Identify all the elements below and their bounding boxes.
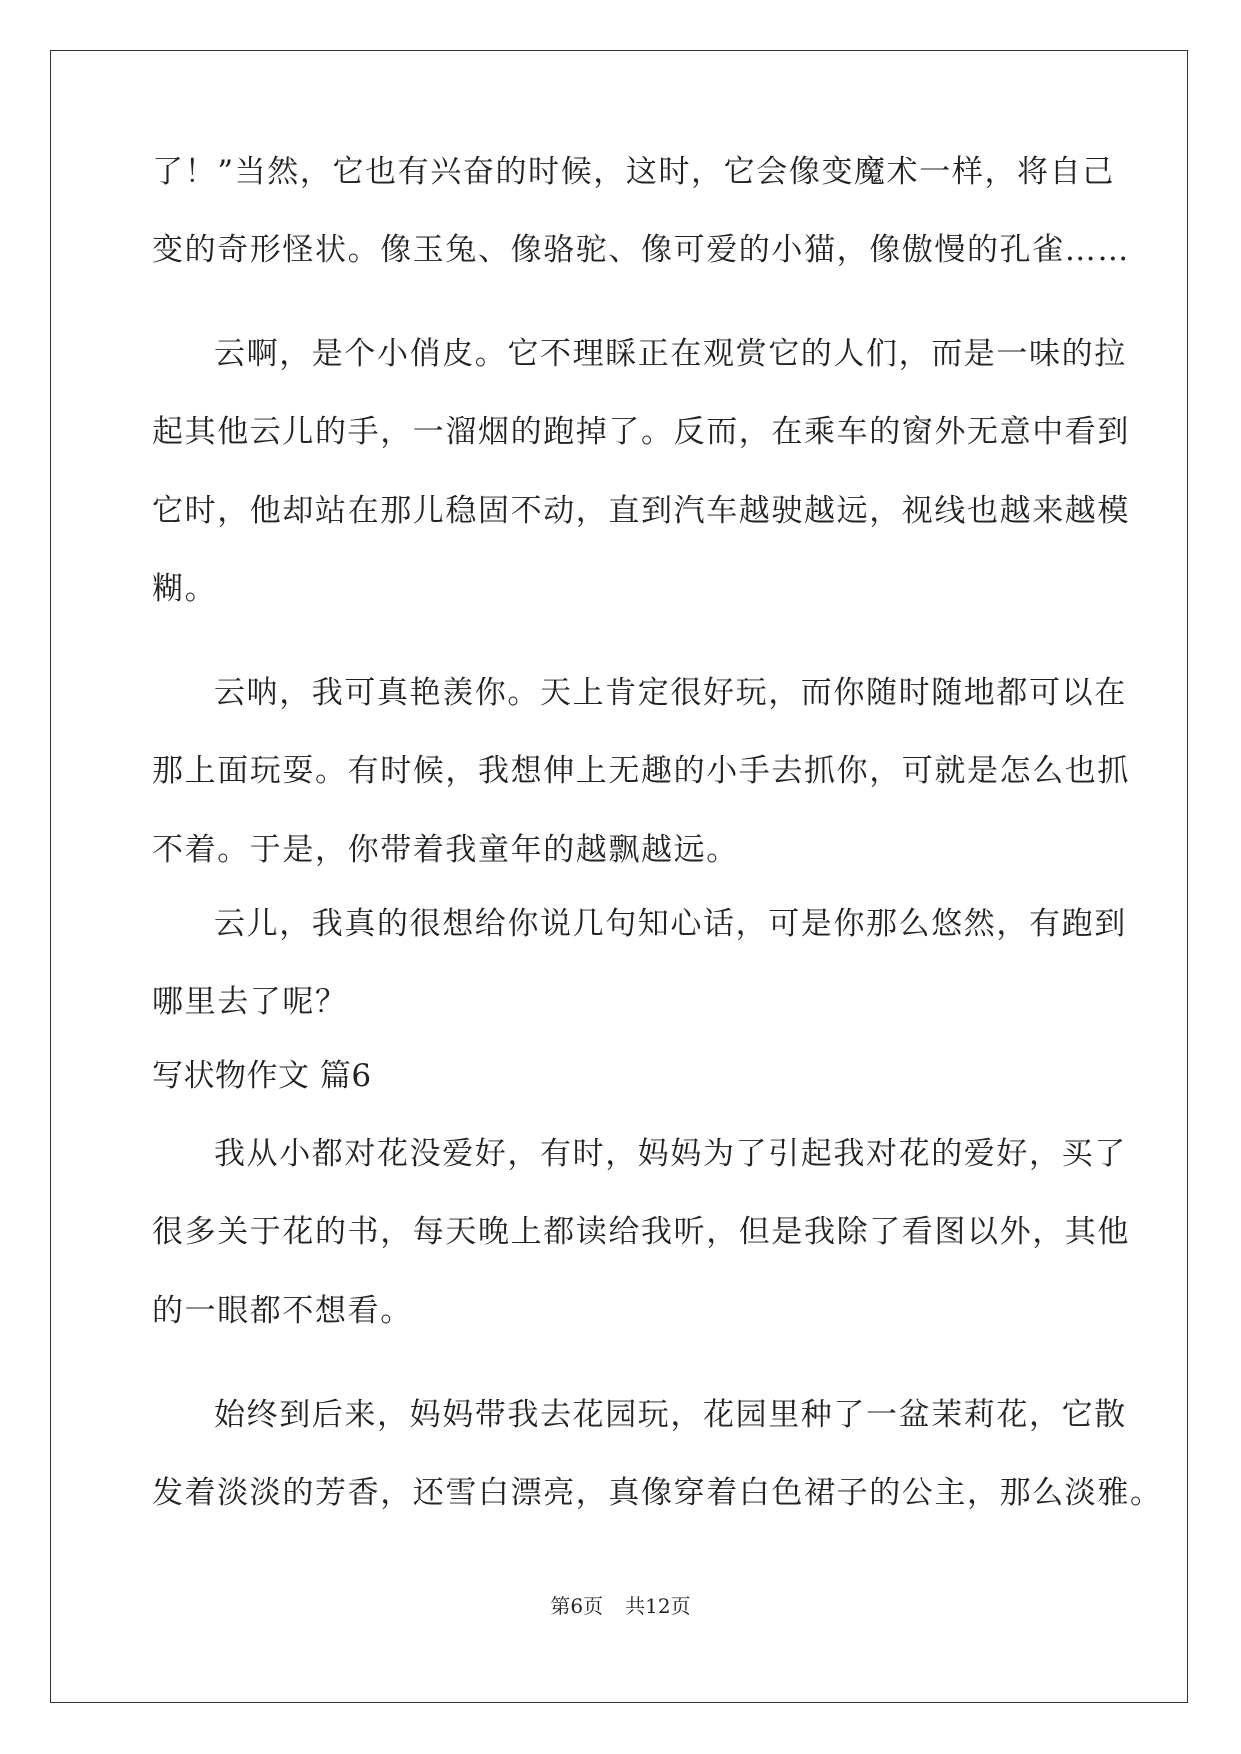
- text-line: 很多关于花的书，每天晚上都读给我听，但是我除了看图以外，其他: [152, 1214, 1130, 1250]
- page-number: 第6页: [550, 1594, 604, 1618]
- section-heading: 写状物作文 篇6: [152, 1058, 372, 1094]
- text-line: 糊。: [152, 571, 218, 607]
- paragraph-first-line: 我从小都对花没爱好，有时，妈妈为了引起我对花的爱好，买了: [214, 1136, 1127, 1172]
- text-line: 哪里去了呢？: [152, 984, 348, 1020]
- paragraph-first-line: 云儿，我真的很想给你说几句知心话，可是你那么悠然，有跑到: [214, 906, 1127, 942]
- paragraph-first-line: 始终到后来，妈妈带我去花园玩，花园里种了一盆茉莉花，它散: [214, 1397, 1127, 1433]
- paragraph-first-line: 云呐，我可真艳羡你。天上肯定很好玩，而你随时随地都可以在: [214, 675, 1127, 711]
- text-line: 不着。于是，你带着我童年的越飘越远。: [152, 832, 739, 868]
- text-line: 起其他云儿的手，一溜烟的跑掉了。反而，在乘车的窗外无意中看到: [152, 414, 1130, 450]
- page-total: 共12页: [625, 1594, 691, 1618]
- text-line: 它时，他却站在那儿稳固不动，直到汽车越驶越远，视线也越来越模: [152, 493, 1130, 529]
- text-line: 变的奇形怪状。像玉兔、像骆驼、像可爱的小猫，像傲慢的孔雀……: [152, 232, 1130, 268]
- text-line: 那上面玩耍。有时候，我想伸上无趣的小手去抓你，可就是怎么也抓: [152, 753, 1130, 789]
- page-border: [50, 50, 1188, 1703]
- paragraph-first-line: 云啊，是个小俏皮。它不理睬正在观赏它的人们，而是一味的拉: [214, 336, 1127, 372]
- text-line: 发着淡淡的芳香，还雪白漂亮，真像穿着白色裙子的公主，那么淡雅。: [152, 1475, 1163, 1511]
- page-footer: [0, 1594, 1241, 1618]
- text-line: 的一眼都不想看。: [152, 1293, 413, 1329]
- text-line: 了！”当然，它也有兴奋的时候，这时，它会像变魔术一样，将自己: [152, 154, 1115, 190]
